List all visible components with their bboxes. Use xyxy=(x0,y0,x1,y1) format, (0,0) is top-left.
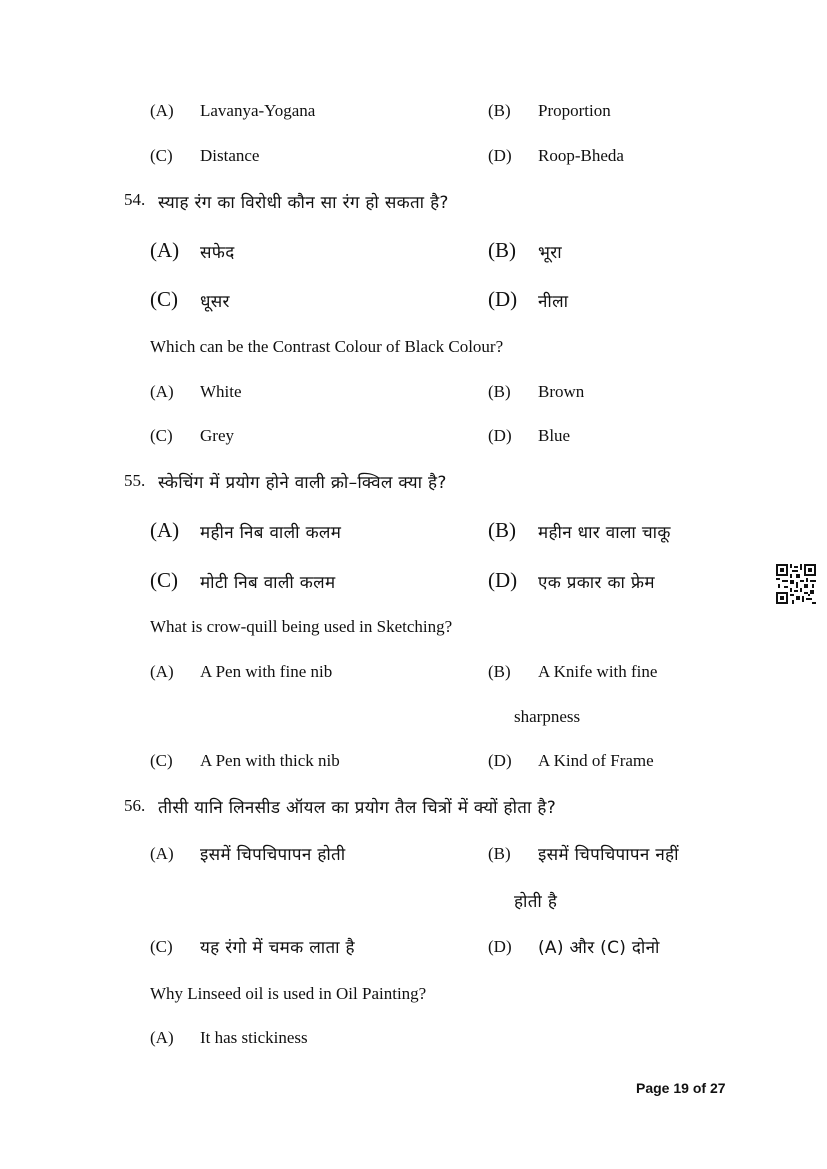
option-text: Proportion xyxy=(538,101,611,120)
option-label: (D) xyxy=(488,568,518,592)
option-text: Distance xyxy=(200,146,260,165)
option-text: Roop-Bheda xyxy=(538,146,624,165)
option-text: मोटी निब वाली कलम xyxy=(200,573,336,593)
option-label: (A) xyxy=(150,844,174,863)
option-text: Grey xyxy=(200,426,234,445)
question-english: Which can be the Contrast Colour of Black Colour? xyxy=(150,337,504,356)
option-text: महीन निब वाली कलम xyxy=(200,523,342,543)
page-word: Page xyxy=(636,1080,670,1096)
option-text: A Knife with fine xyxy=(538,662,658,681)
option-label: (C) xyxy=(150,146,173,165)
question-hindi: तीसी यानि लिनसीड ऑयल का प्रयोग तैल चित्रों में क्यों होता है? xyxy=(158,798,557,818)
page-footer xyxy=(636,1080,726,1096)
page-of-word: of xyxy=(692,1080,707,1096)
option-text: इसमें चिपचिपापन होती xyxy=(200,845,346,865)
question-english: Why Linseed oil is used in Oil Painting? xyxy=(150,984,427,1003)
question-number: 55. xyxy=(124,471,146,490)
page-total: 27 xyxy=(709,1080,726,1096)
question-hindi: स्केचिंग में प्रयोग होने वाली क्रो–क्विल क्या है? xyxy=(158,473,447,493)
option-label: (B) xyxy=(488,844,511,863)
option-text: Lavanya-Yogana xyxy=(200,101,316,120)
option-text-continued: sharpness xyxy=(514,707,581,726)
option-text: A Pen with fine nib xyxy=(200,662,333,681)
option-label: (B) xyxy=(488,662,511,681)
option-text: भूरा xyxy=(538,243,562,263)
option-text: A Pen with thick nib xyxy=(200,751,340,770)
page-current: 19 xyxy=(673,1080,689,1096)
option-label: (A) xyxy=(150,238,180,262)
question-number: 56. xyxy=(124,796,146,815)
qr-code-icon xyxy=(776,564,816,604)
option-text-continued: होती है xyxy=(514,892,558,912)
option-text: इसमें चिपचिपापन नहीं xyxy=(538,845,679,865)
option-label: (B) xyxy=(488,518,516,542)
option-label: (D) xyxy=(488,146,512,165)
option-label: (B) xyxy=(488,382,511,401)
option-label: (C) xyxy=(150,751,173,770)
option-text: Blue xyxy=(538,426,571,445)
option-label: (C) xyxy=(150,426,173,445)
option-text: A Kind of Frame xyxy=(538,751,654,770)
option-text: (A) और (C) दोनो xyxy=(538,938,660,958)
question-english: What is crow-quill being used in Sketching? xyxy=(150,617,453,636)
option-text: एक प्रकार का फ्रेम xyxy=(538,573,655,593)
option-label: (D) xyxy=(488,426,512,445)
option-label: (B) xyxy=(488,238,516,262)
option-text: सफेद xyxy=(200,243,235,263)
option-label: (A) xyxy=(150,101,174,120)
option-label: (D) xyxy=(488,287,518,311)
option-label: (C) xyxy=(150,568,178,592)
option-text: नीला xyxy=(538,292,569,312)
option-label: (A) xyxy=(150,518,180,542)
option-text: Brown xyxy=(538,382,585,401)
option-label: (A) xyxy=(150,382,174,401)
option-label: (D) xyxy=(488,937,512,956)
option-text: It has stickiness xyxy=(200,1028,308,1047)
option-label: (D) xyxy=(488,751,512,770)
option-text: यह रंगो में चमक लाता है xyxy=(200,938,355,958)
option-label: (C) xyxy=(150,937,173,956)
option-label: (C) xyxy=(150,287,178,311)
option-label: (B) xyxy=(488,101,511,120)
option-text: White xyxy=(200,382,242,401)
option-text: धूसर xyxy=(200,292,230,312)
option-label: (A) xyxy=(150,662,174,681)
question-hindi: स्याह रंग का विरोधी कौन सा रंग हो सकता है? xyxy=(158,193,449,213)
question-number: 54. xyxy=(124,190,146,209)
option-label: (A) xyxy=(150,1028,174,1047)
option-text: महीन धार वाला चाकू xyxy=(538,523,671,543)
